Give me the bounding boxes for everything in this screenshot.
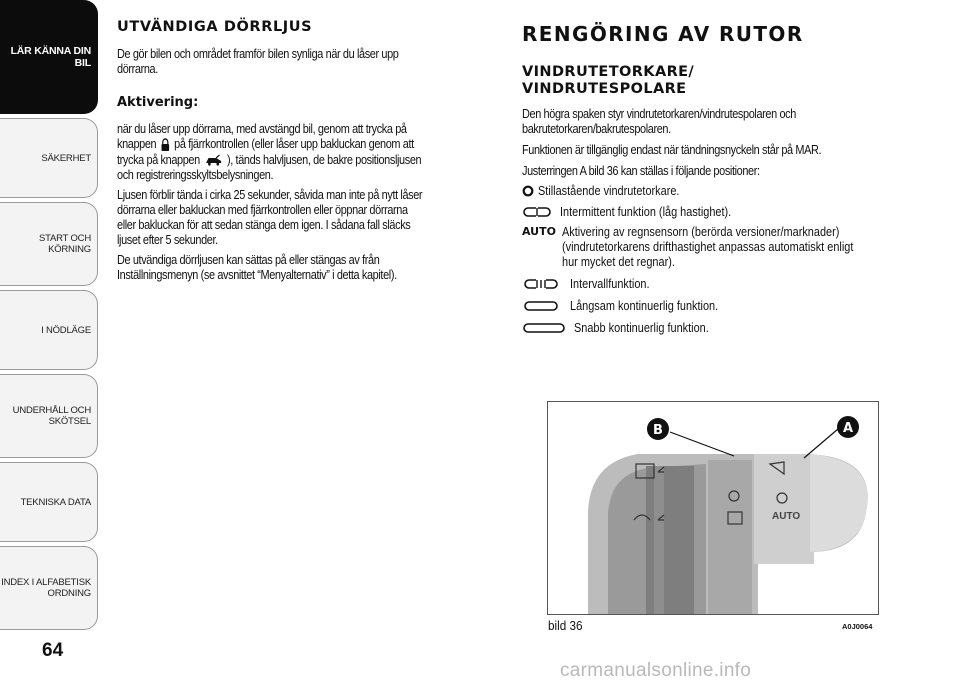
tab-tekniska-data[interactable]: TEKNISKA DATA <box>0 462 98 542</box>
tailgate-icon <box>204 154 222 166</box>
ring-label-auto: AUTO <box>772 511 801 522</box>
intermittent-symbol-icon <box>522 206 552 218</box>
o-symbol-icon <box>522 185 534 197</box>
wiper-position-intermittent: Intermittent funktion (låg hastighet). <box>522 203 902 219</box>
interval-symbol-icon <box>522 278 560 290</box>
section-heading-rengoring-av-rutor: RENGÖRING AV RUTOR <box>522 22 804 46</box>
tab-start-och-korning[interactable]: START OCH KÖRNING <box>0 202 98 286</box>
fast-continuous-symbol-icon <box>522 322 566 334</box>
availability-paragraph: Funktionen är tillgänglig endast när tändningsnyckeln står på MAR. <box>522 142 822 157</box>
lock-icon <box>161 138 170 152</box>
left-column <box>117 18 497 282</box>
steering-stalk-illustration <box>548 402 878 614</box>
activation-paragraph: när du låser upp dörrarna, med avstängd bil, genom att trycka på knappen på fjärrkontrollen (eller låser upp bakluckan genom att trycka på knappen ), tänds halvljusen, de bakre positionsljusen och registreringsskyltsbelysningen. <box>117 121 422 182</box>
right-column <box>522 22 902 335</box>
chapter-sidebar <box>0 0 100 640</box>
tab-lar-kanna-din-bil[interactable]: LÄR KÄNNA DIN BIL <box>0 0 98 114</box>
duration-paragraph: Ljusen förblir tända i cirka 25 sekunder, såvida man inte på nytt låser dörrarna eller bakluckan med fjärrkontrollen eller öppnar dörrarna eller bakluckan för att sedan stänga dem igen. I sådana fall släcks ljuset efter 5 sekunder. <box>117 186 423 247</box>
figure-caption: bild 36 <box>548 618 583 633</box>
positions-paragraph: Justerringen A bild 36 kan ställas i följande positioner: <box>522 163 760 178</box>
watermark: carmanualsonline.info <box>560 660 752 681</box>
wiper-position-off: Stillastående vindrutetorkare. <box>522 182 902 198</box>
wiper-position-slow: Långsam kontinuerlig funktion. <box>522 297 902 313</box>
wiper-positions-list <box>522 182 902 335</box>
settings-paragraph: De utvändiga dörrljusen kan sättas på eller stängas av från Inställningsmenyn (se avsnittet “Menyalternativ” i detta kapitel). <box>117 251 397 282</box>
wiper-position-interval: Intervallfunktion. <box>522 275 902 291</box>
auto-symbol-icon: AUTO <box>522 225 556 239</box>
tab-i-nodlage[interactable]: I NÖDLÄGE <box>0 290 98 370</box>
activation-heading: Aktivering: <box>117 95 199 110</box>
tab-sakerhet[interactable]: SÄKERHET <box>0 118 98 198</box>
figure-code: A0J0064 <box>842 622 873 631</box>
subheading-vindrutetorkare: VINDRUTETORKARE/ VINDRUTESPOLARE <box>522 64 695 97</box>
steering-stalk-figure <box>547 401 879 615</box>
wiper-position-fast: Snabb kontinuerlig funktion. <box>522 319 902 335</box>
tab-index-i-alfabetisk-ordning[interactable]: INDEX I ALFABETISK ORDNING <box>0 546 98 630</box>
slow-continuous-symbol-icon <box>522 300 560 312</box>
section-heading-utvandiga-dorrljus: UTVÄNDIGA DÖRRLJUS <box>117 19 313 35</box>
tab-underhall-och-skotsel[interactable]: UNDERHÅLL OCH SKÖTSEL <box>0 374 98 458</box>
wiper-intro-paragraph: Den högra spaken styr vindrutetorkaren/vindrutespolaren och bakrutetorkaren/bakrutespolaren. <box>522 106 796 136</box>
callout-a: A <box>842 421 854 436</box>
intro-paragraph: De gör bilen och området framför bilen synliga när du låser upp dörrarna. <box>117 46 399 76</box>
callout-b: B <box>653 423 663 438</box>
page-number: 64 <box>42 640 64 661</box>
wiper-position-auto: AUTO Aktivering av regnsensorn (berörda versioner/marknader) (vindrutetorkarens drifthastighet anpassas automatiskt enligt hur mycket det regnar). <box>522 224 854 270</box>
